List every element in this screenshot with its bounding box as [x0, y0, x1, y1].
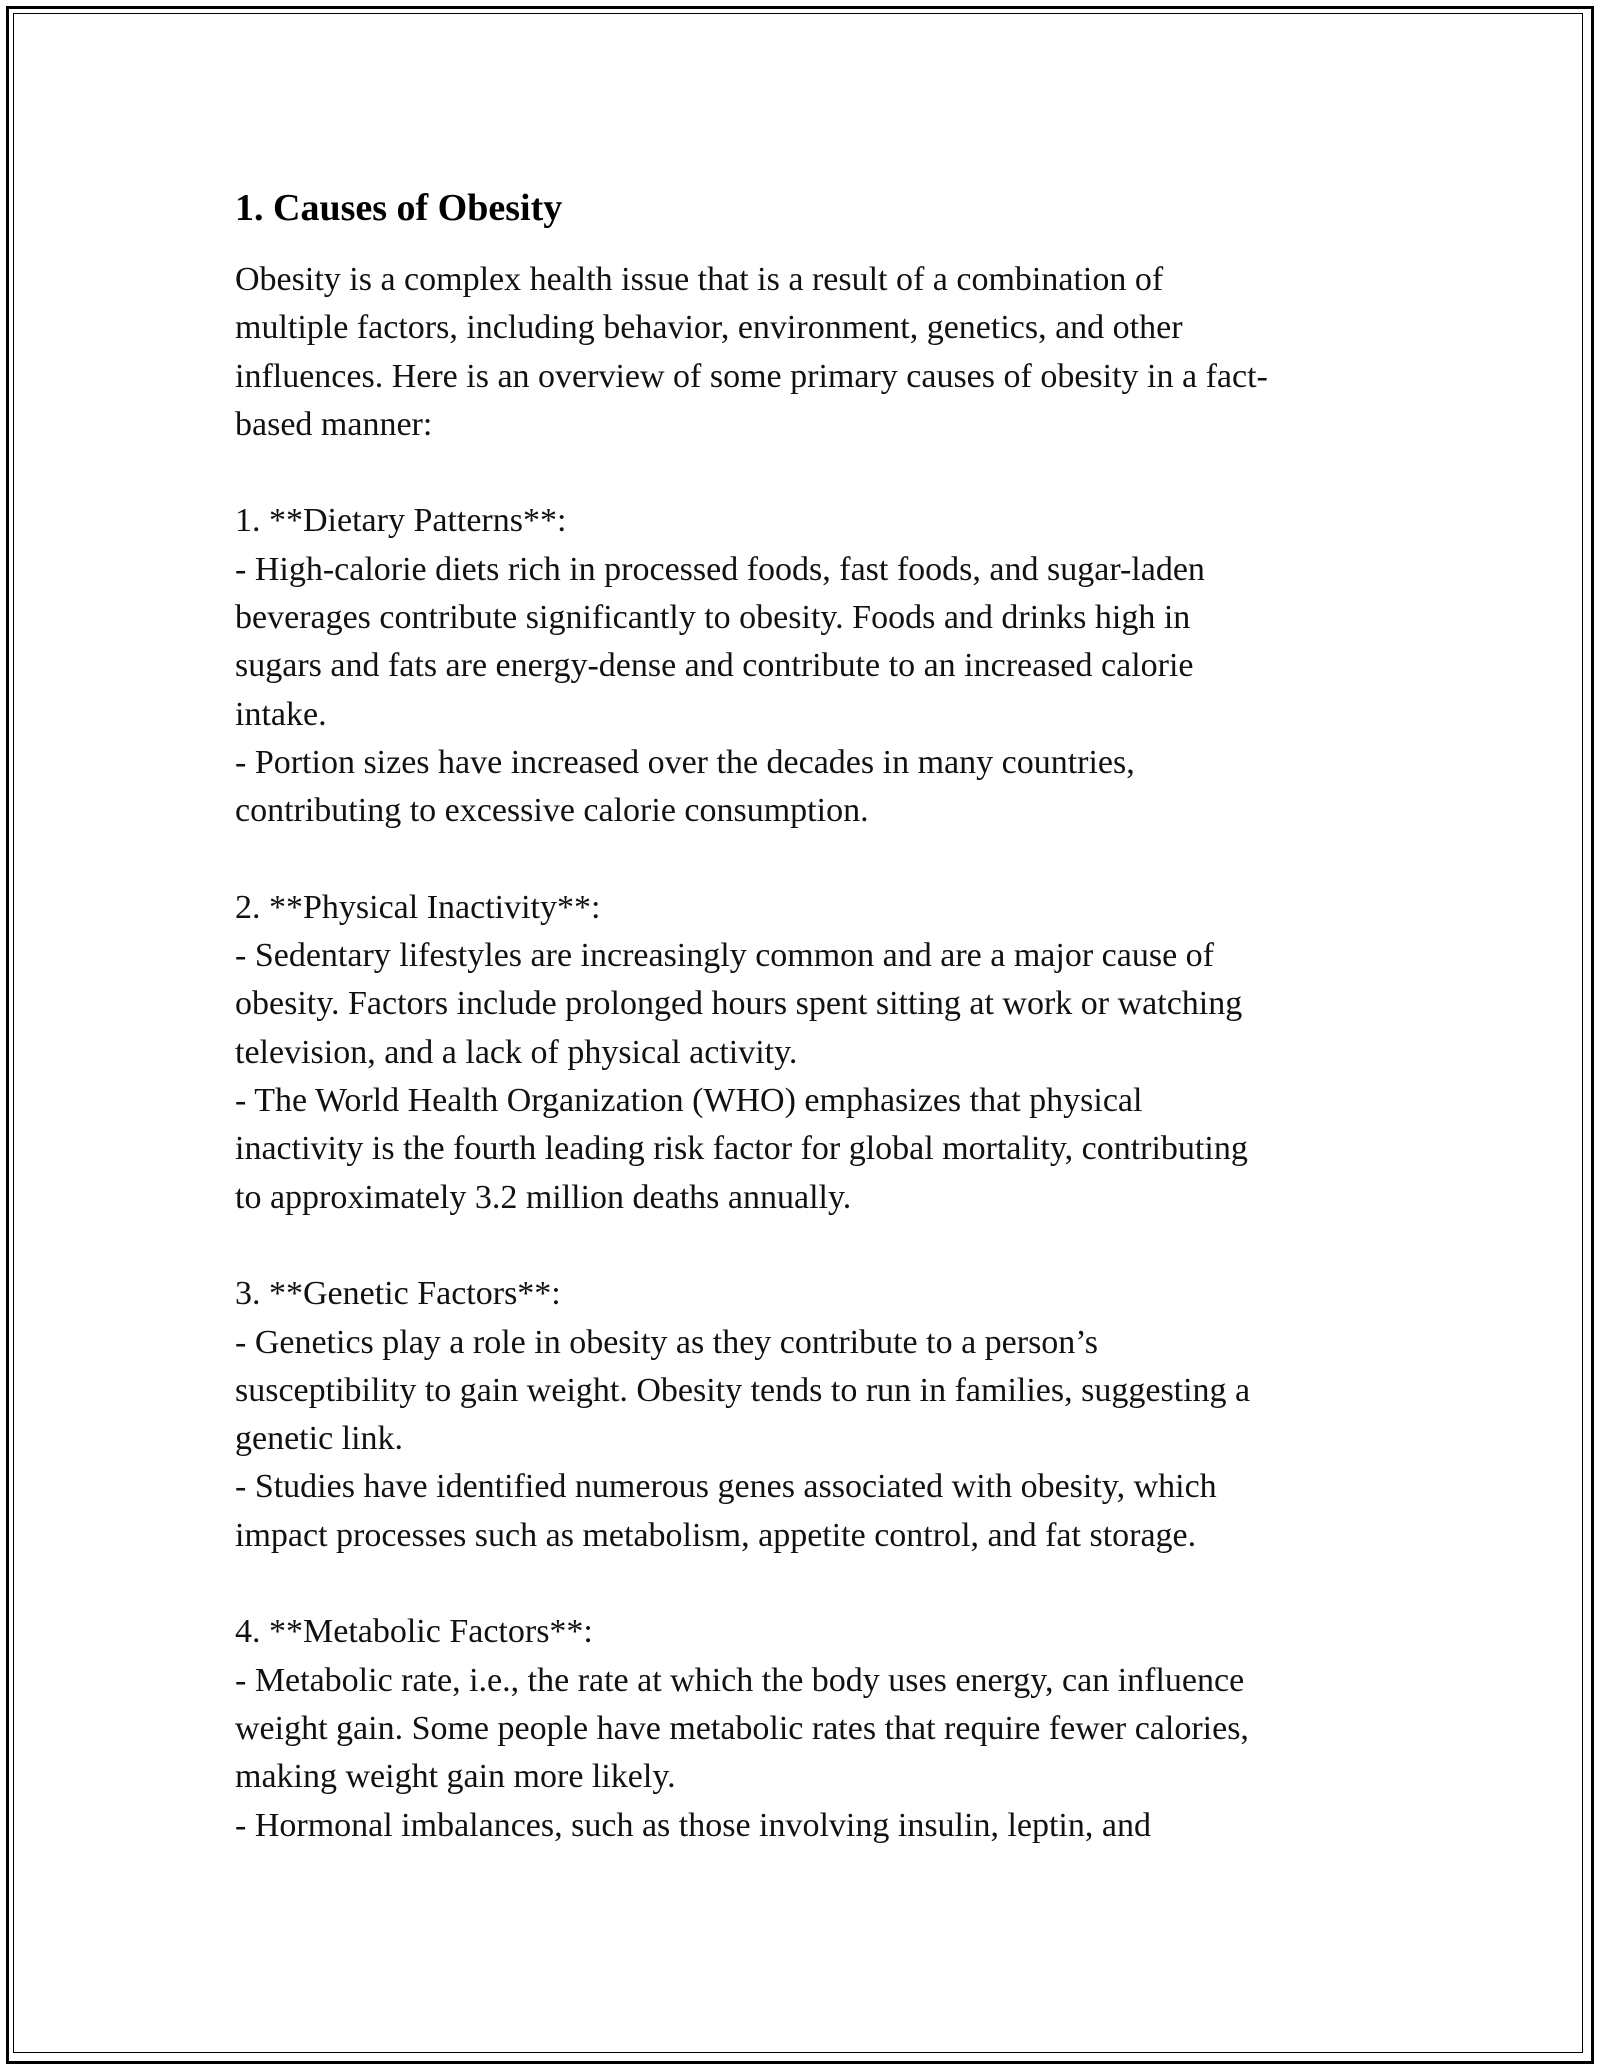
- document-body-text: Obesity is a complex health issue that is a result of a combination of multiple factors, including behavior, environment, genetics, and other influences. Here is an overview of some primary causes of obesity in a fact- based manner: 1. **Dietary Patterns**: - High-calorie diets rich in processed foods, fast foods, and sugar-laden beverages contribute significantly to obesity. Foods and drinks high in sugars and fats are energy-dense and contribute to an increased calorie intake. - Portion sizes have increased over the decades in many countries, contributing to excessive calorie consumption. 2. **Physical Inactivity**: - Sedentary lifestyles are increasingly common and are a major cause of obesity. Factors include prolonged hours spent sitting at work or watching television, and a lack of physical activity. - The World Health Organization (WHO) emphasizes that physical inactivity is the fourth leading risk factor for global mortality, contributing to approximately 3.2 million deaths annually. 3. **Genetic Factors**: - Genetics play a role in obesity as they contribute to a person’s susceptibility to gain weight. Obesity tends to run in families, suggesting a genetic link. - Studies have identified numerous genes associated with obesity, which impact processes such as metabolism, appetite control, and fat storage. 4. **Metabolic Factors**: - Metabolic rate, i.e., the rate at which the body uses energy, can influence weight gain. Some people have metabolic rates that require fewer calories, making weight gain more likely. - Hormonal imbalances, such as those involving insulin, leptin, and: [235, 261, 1268, 1844]
- document-page: [235, 184, 1375, 1850]
- section-heading: 1. Causes of Obesity: [235, 187, 563, 229]
